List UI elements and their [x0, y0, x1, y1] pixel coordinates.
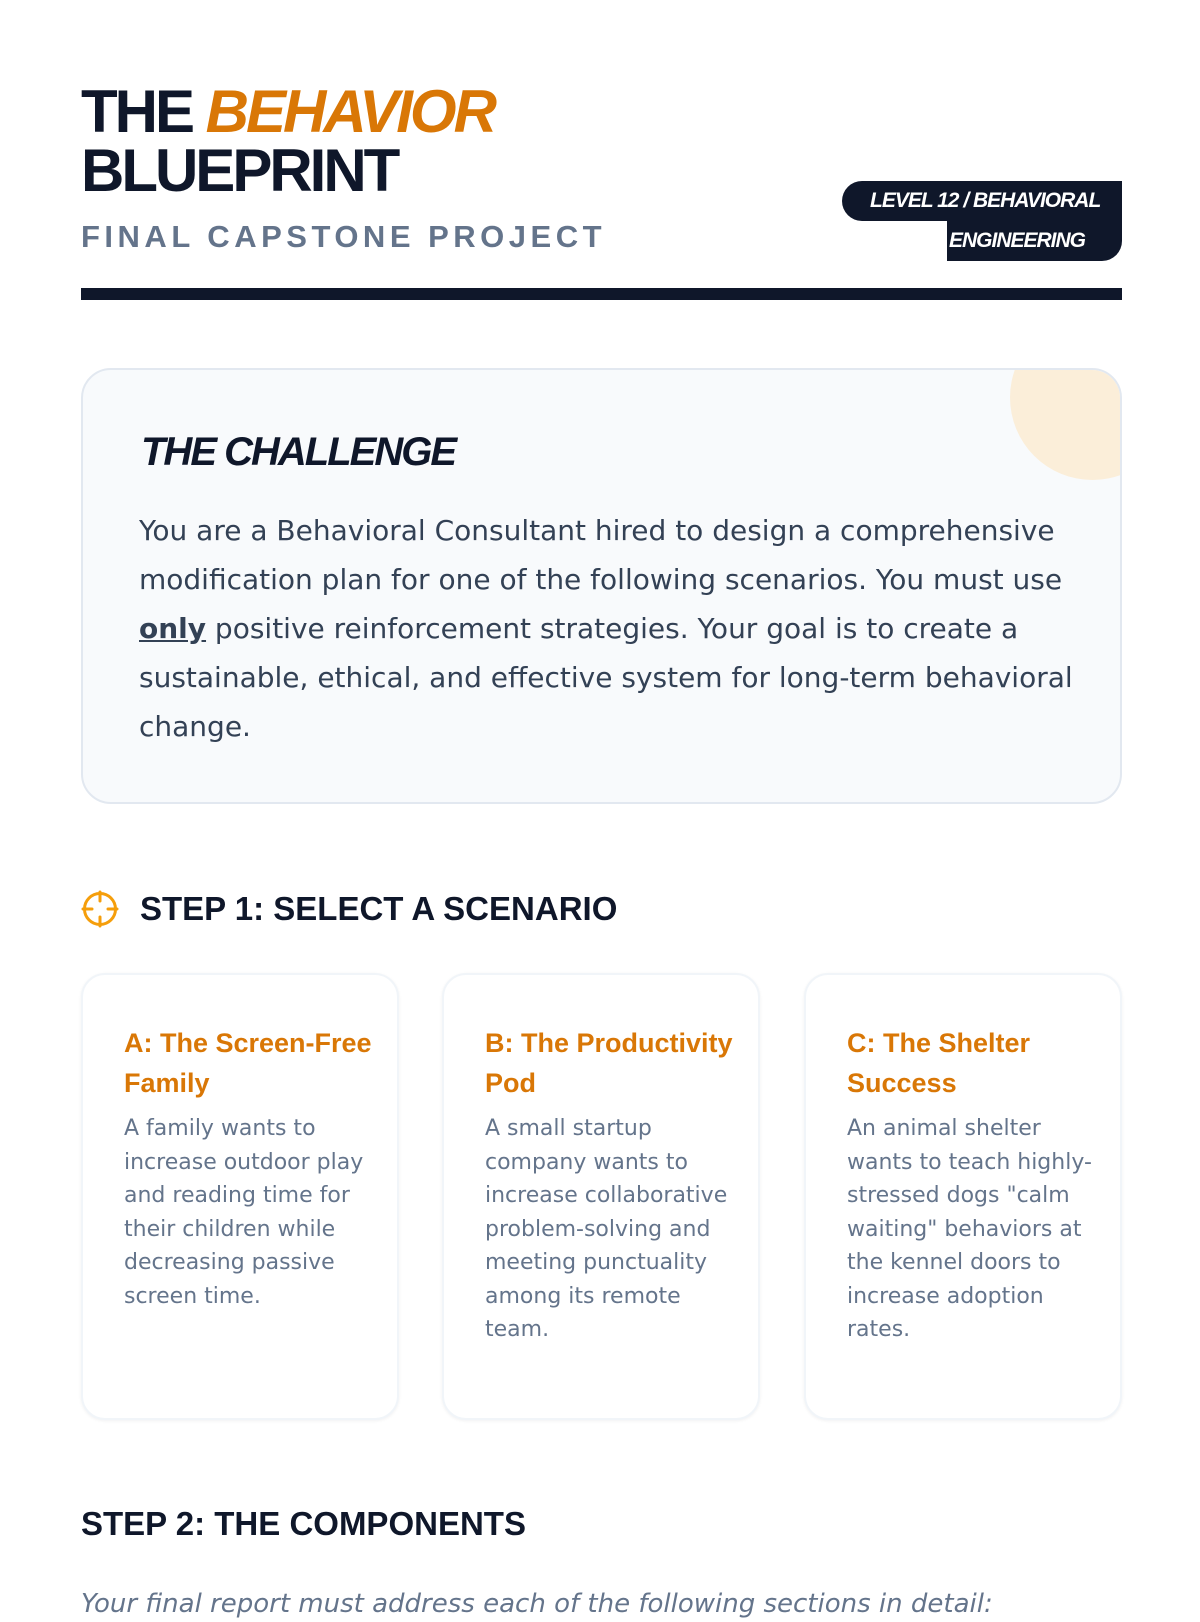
crosshair-icon: [81, 890, 119, 928]
step-1-title: STEP 1: SELECT A SCENARIO: [140, 890, 618, 927]
challenge-text-start: You are a Behavioral Consultant hired to design a comprehensive modification plan for one of the following scenarios. You must use: [139, 514, 1063, 596]
challenge-description: [139, 506, 1079, 751]
page-title-line-1: [81, 78, 494, 145]
title-accent: BEHAVIOR: [205, 78, 494, 145]
title-prefix: THE: [81, 78, 192, 145]
challenge-text-end: positive reinforcement strategies. Your goal is to create a sustainable, ethical, and effective system for long-term behavioral change.: [139, 612, 1073, 743]
scenario-list: [81, 973, 1122, 1420]
challenge-title: THE CHALLENGE: [141, 430, 455, 474]
challenge-emphasis: only: [139, 612, 207, 645]
challenge-card: [81, 368, 1122, 804]
page-title-line-2: BLUEPRINT: [81, 137, 398, 204]
level-badge-line-2: ENGINEERING: [947, 221, 1122, 261]
scenario-description: A family wants to increase outdoor play and reading time for their children while decreasing passive screen time.: [124, 1116, 364, 1309]
level-badge-line-1: LEVEL 12 / BEHAVIORAL: [842, 181, 1122, 221]
scenario-description: An animal shelter wants to teach highly-stressed dogs "calm waiting" behaviors at the kennel doors to increase adoption rates.: [847, 1116, 1092, 1342]
step-2-heading: [81, 1504, 526, 1544]
scenario-description: A small startup company wants to increase collaborative problem-solving and meeting punctuality among its remote team.: [485, 1116, 728, 1342]
decorative-circle: [1010, 368, 1122, 480]
scenario-card-b[interactable]: [442, 973, 760, 1420]
scenario-title: B: The Productivity Pod: [485, 1028, 733, 1098]
step-2-intro: Your final report must address each of the following sections in detail:: [81, 1589, 993, 1619]
header-divider: [81, 288, 1122, 300]
scenario-title: C: The Shelter Success: [847, 1028, 1031, 1098]
level-badge: [842, 181, 1122, 263]
step-2-title: STEP 2: THE COMPONENTS: [81, 1505, 526, 1542]
scenario-title: A: The Screen-Free Family: [124, 1028, 372, 1098]
scenario-card-a[interactable]: [81, 973, 399, 1420]
scenario-card-c[interactable]: [804, 973, 1122, 1420]
page-subtitle: FINAL CAPSTONE PROJECT: [81, 219, 607, 254]
